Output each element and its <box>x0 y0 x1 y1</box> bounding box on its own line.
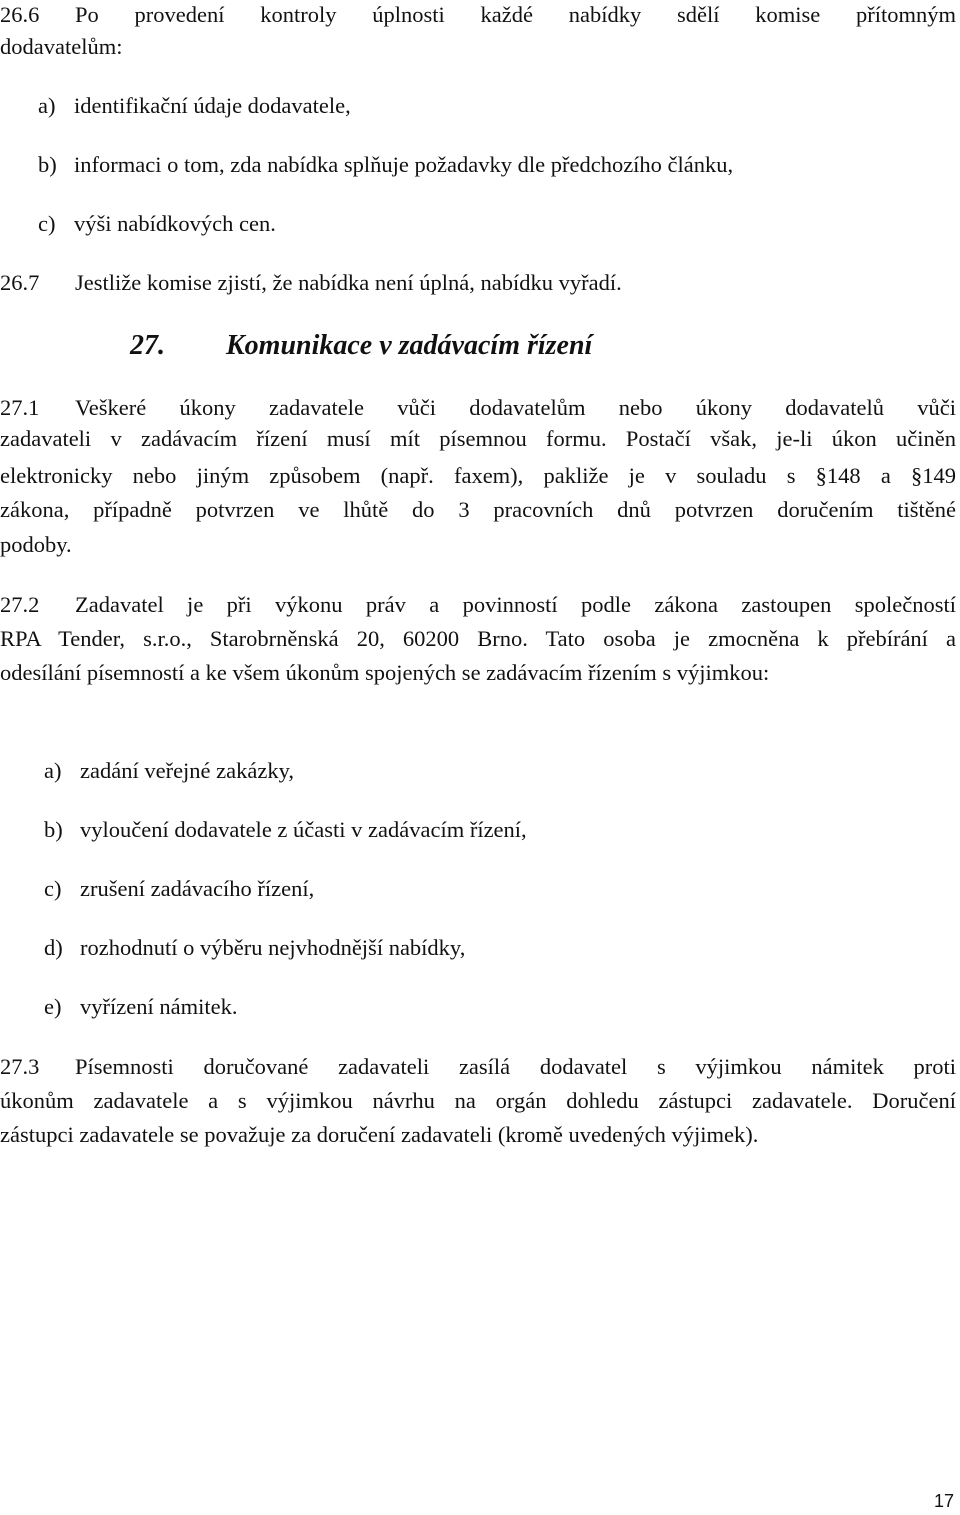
list-item: e) vyřízení námitek. <box>44 994 238 1019</box>
heading-number: 27. <box>130 330 165 361</box>
section-number: 27.3 <box>0 1054 40 1079</box>
section-number: 26.6 <box>0 2 40 27</box>
paragraph-26-6-line-1: 26.6 Po provedení kontroly úplnosti každé nabídky sdělí komise přítomným <box>0 0 956 30</box>
heading-title: Komunikace v zadávacím řízení <box>226 330 593 361</box>
list-item: b) informaci o tom, zda nabídka splňuje požadavky dle předchozího článku, <box>38 152 734 177</box>
paragraph-27-1-line-5: podoby. <box>0 532 72 557</box>
section-number: 27.2 <box>0 592 40 617</box>
list-item: c) zrušení zadávacího řízení, <box>44 876 315 901</box>
paragraph-26-6-line-2: dodavatelům: <box>0 34 123 59</box>
paragraph-27-1-line-4: zákona, případně potvrzen ve lhůtě do 3 pracovních dnů potvrzen doručením tištěné <box>0 497 956 522</box>
paragraph-27-1-line-1: 27.1 Veškeré úkony zadavatele vůči dodavatelům nebo úkony dodavatelů vůči <box>0 393 956 423</box>
paragraph-27-2-line-1: 27.2 Zadavatel je při výkonu práv a povinností podle zákona zastoupen společností <box>0 590 956 620</box>
list-item: a) zadání veřejné zakázky, <box>44 758 295 783</box>
page-number: 17 <box>933 1491 954 1511</box>
section-number: 27.1 <box>0 395 40 420</box>
section-heading <box>130 328 592 364</box>
list-item: b) vyloučení dodavatele z účasti v zadávacím řízení, <box>44 817 527 842</box>
paragraph-27-3-line-1: 27.3 Písemnosti doručované zadavateli zasílá dodavatel s výjimkou námitek proti <box>0 1052 956 1082</box>
paragraph-27-2-line-3: odesílání písemností a ke všem úkonům spojených se zadávacím řízením s výjimkou: <box>0 660 770 685</box>
paragraph-26-7: 26.7 Jestliže komise zjistí, že nabídka není úplná, nabídku vyřadí. <box>0 268 956 298</box>
section-number: 26.7 <box>0 270 40 295</box>
paragraph-27-3-line-3: zástupci zadavatele se považuje za doručení zadavateli (kromě uvedených výjimek). <box>0 1122 759 1147</box>
paragraph-27-2-line-2: RPA Tender, s.r.o., Starobrněnská 20, 60200 Brno. Tato osoba je zmocněna k přebírání a <box>0 626 956 651</box>
paragraph-27-3-line-2: úkonům zadavatele a s výjimkou návrhu na orgán dohledu zástupci zadavatele. Doručení <box>0 1088 956 1113</box>
list-item: a) identifikační údaje dodavatele, <box>38 93 351 118</box>
paragraph-27-1-line-3: elektronicky nebo jiným způsobem (např. faxem), pakliže je v souladu s §148 a §149 <box>0 463 956 488</box>
list-item: c) výši nabídkových cen. <box>38 211 276 236</box>
list-item: d) rozhodnutí o výběru nejvhodnější nabídky, <box>44 935 466 960</box>
paragraph-27-1-line-2: zadavateli v zadávacím řízení musí mít písemnou formu. Postačí však, je-li úkon učiněn <box>0 426 956 451</box>
